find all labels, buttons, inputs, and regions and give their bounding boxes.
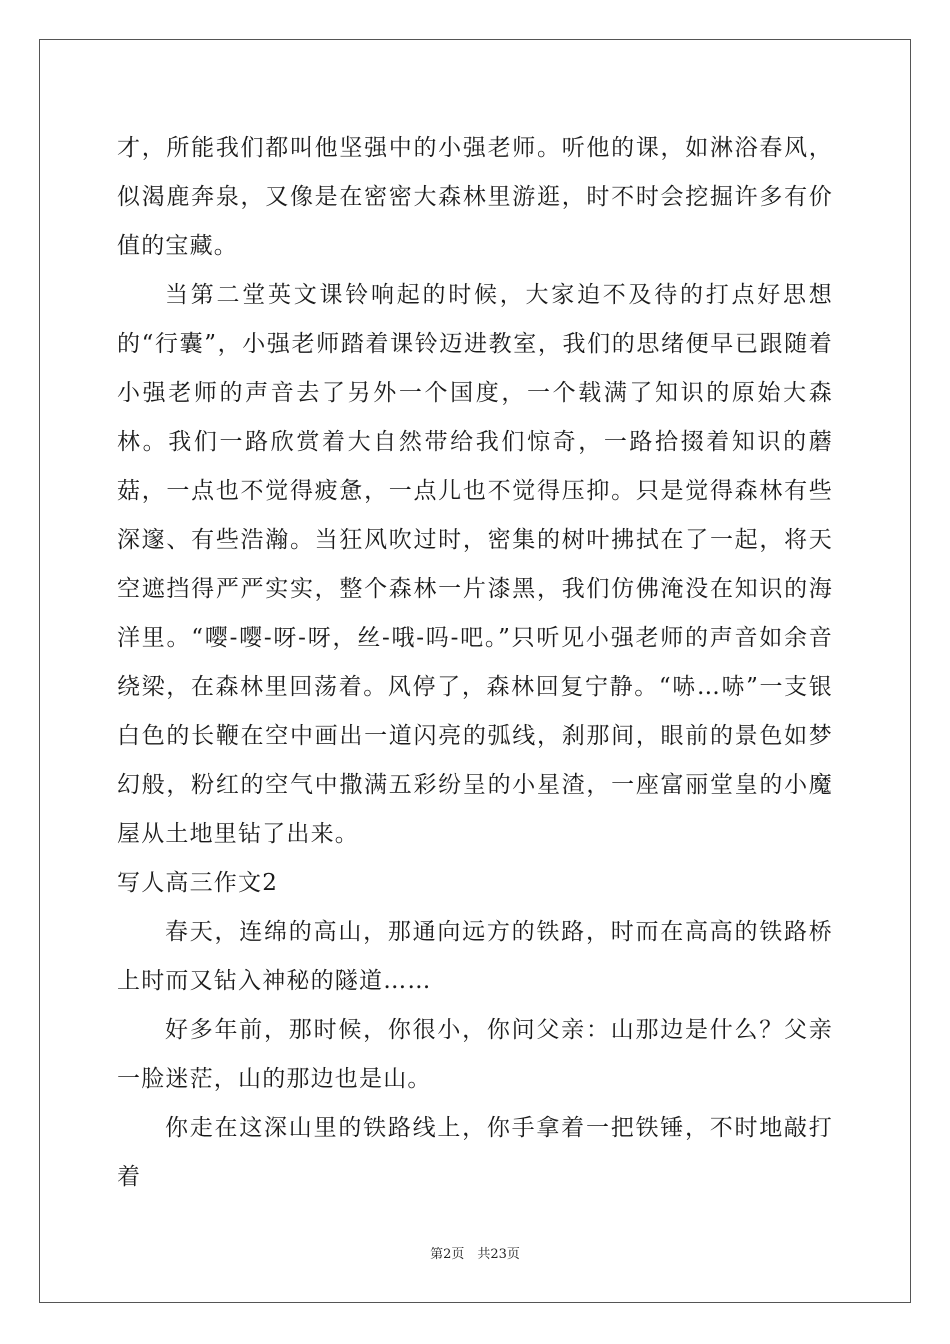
paragraph-2: 当第二堂英文课铃响起的时候，大家迫不及待的打点好思想的“行囊”，小强老师踏着课铃迈进教室，我们的思绪便早已跟随着小强老师的声音去了另外一个国度，一个载满了知识的原始大森林。我们一路欣赏着大自然带给我们惊奇，一路拾掇着知识的蘑菇，一点也不觉得疲惫，一点儿也不觉得压抑。只是觉得森林有些深邃、有些浩瀚。当狂风吹过时，密集的树叶拂拭在了一起，将天空遮挡得严严实实，整个森林一片漆黑，我们仿佛淹没在知识的海洋里。“嘤-嘤-呀-呀，丝-哦-吗-吧。”只听见小强老师的声音如余音绕梁，在森林里回荡着。风停了，森林回复宁静。“哧…哧”一支银白色的长鞭在空中画出一道闪亮的弧线，刹那间，眼前的景色如梦幻般，粉红的空气中撒满五彩纷呈的小星渣，一座富丽堂皇的小魔屋从土地里钻了出来。 [117, 282, 833, 847]
page-footer: 第2页 共23页 [430, 1247, 520, 1262]
paragraph-1: 才，所能我们都叫他坚强中的小强老师。听他的课，如淋浴春风，似渴鹿奔泉，又像是在密密大森林里游逛，时不时会挖掘许多有价值的宝藏。 [117, 135, 833, 259]
paragraph-4: 好多年前，那时候，你很小，你问父亲：山那边是什么？父亲一脸迷茫，山的那边也是山。 [117, 1017, 833, 1092]
paragraph-3: 春天，连绵的高山，那通向远方的铁路，时而在高高的铁路桥上时而又钻入神秘的隧道…… [117, 919, 833, 994]
section-heading: 写人高三作文2 [117, 870, 279, 896]
document-body [117, 124, 833, 1202]
paragraph-5: 你走在这深山里的铁路线上，你手拿着一把铁锤，不时地敲打着 [117, 1115, 833, 1190]
